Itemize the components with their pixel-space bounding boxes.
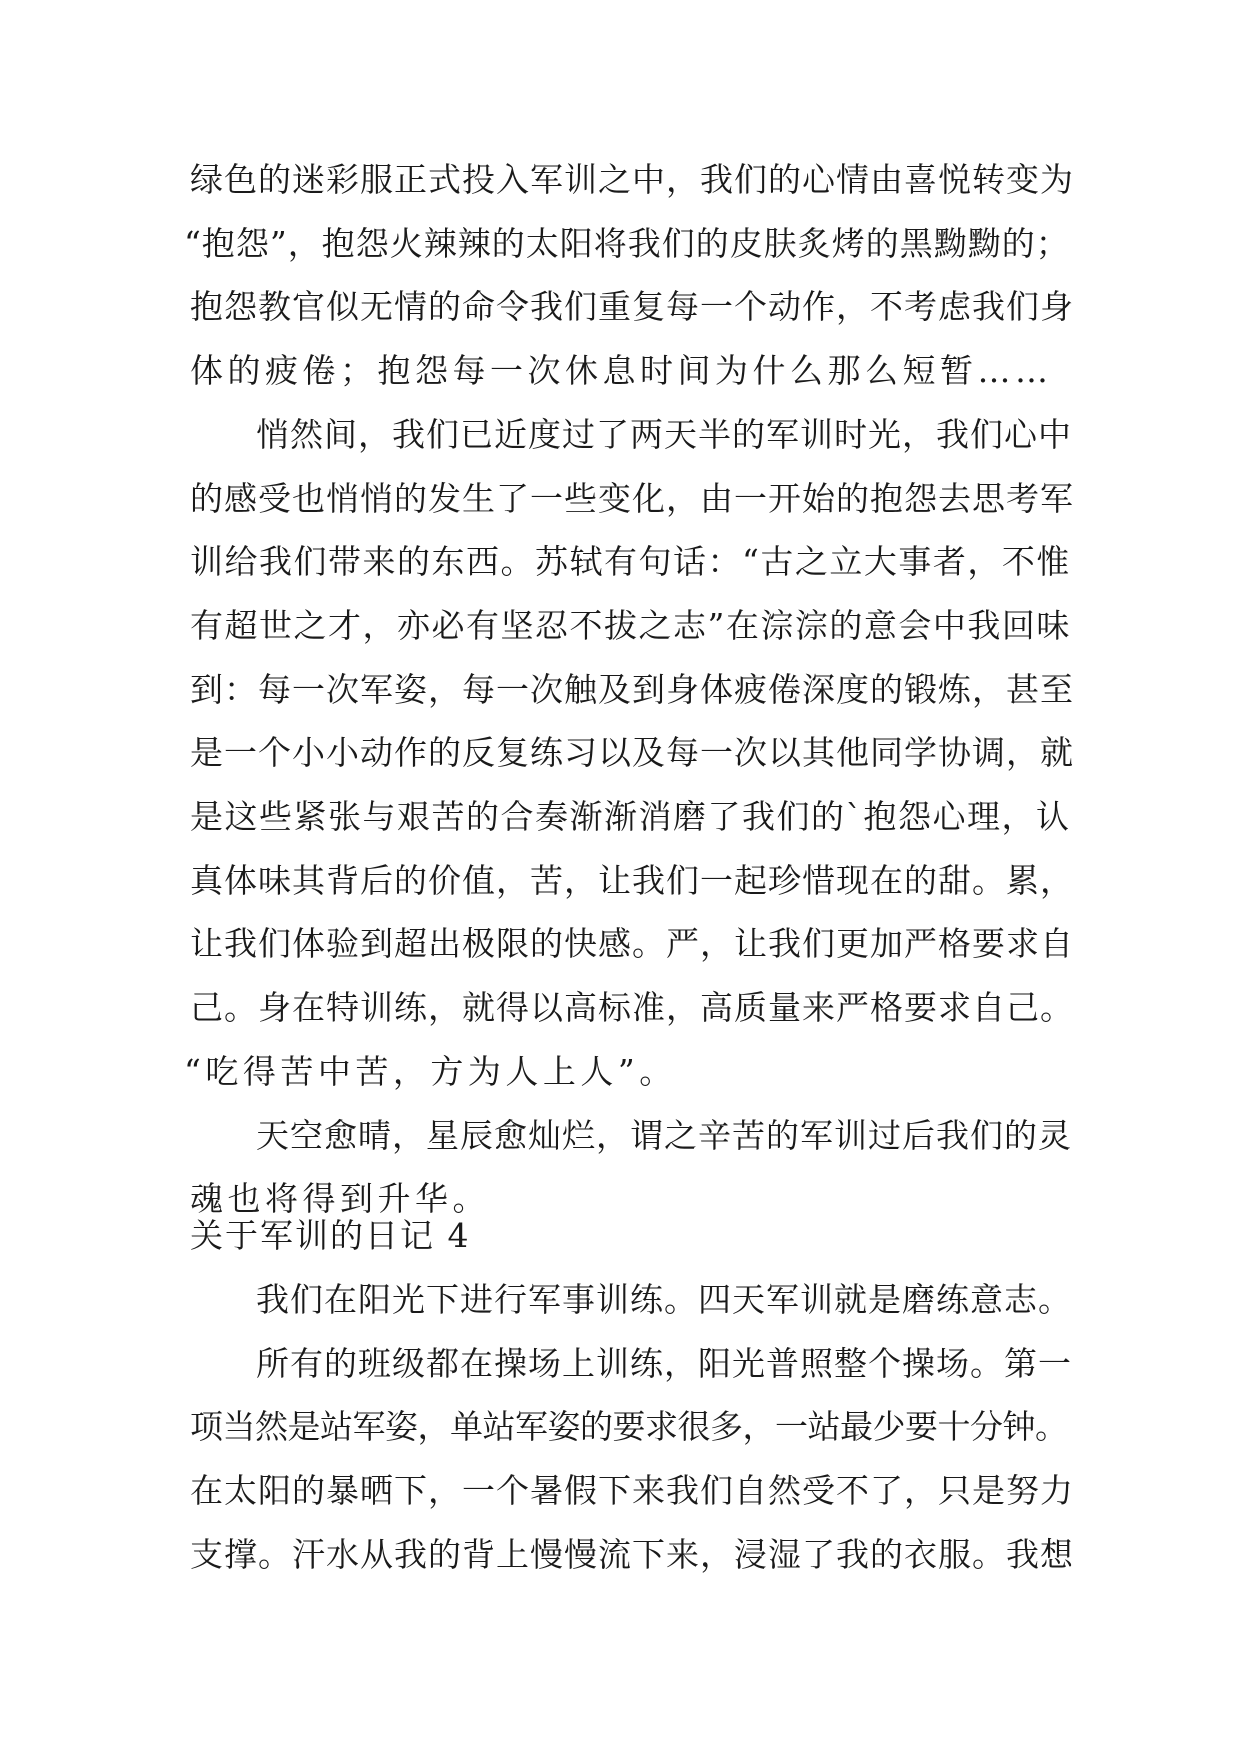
paragraph-first-line: 悄然间，我们已近度过了两天半的军训时光，我们心中 xyxy=(256,415,1072,454)
text-line: 的感受也悄悄的发生了一些变化，由一开始的抱怨去思考军 xyxy=(190,479,1074,518)
text-line: “吃得苦中苦，方为人上人”。 xyxy=(184,1052,677,1091)
text-line: 是这些紧张与艰苦的合奏渐渐消磨了我们的`抱怨心理，认 xyxy=(190,797,1071,836)
paragraph-first-line: 天空愈晴，星辰愈灿烂，谓之辛苦的军训过后我们的灵 xyxy=(256,1116,1072,1155)
paragraph-first-line: 所有的班级都在操场上训练，阳光普照整个操场。第一 xyxy=(256,1344,1072,1383)
text-line: 在太阳的暴晒下，一个暑假下来我们自然受不了，只是努力 xyxy=(190,1471,1074,1510)
paragraph-first-line: 我们在阳光下进行军事训练。四天军训就是磨练意志。 xyxy=(256,1280,1072,1319)
text-line: 抱怨教官似无情的命令我们重复每一个动作，不考虑我们身 xyxy=(190,287,1074,326)
text-line: 己。身在特训练，就得以高标准，高质量来严格要求自己。 xyxy=(190,988,1074,1027)
text-line: 真体味其背后的价值，苦，让我们一起珍惜现在的甜。累， xyxy=(190,861,1074,900)
diary-heading: 关于军训的日记 4 xyxy=(190,1216,471,1255)
text-line: 是一个小小动作的反复练习以及每一次以其他同学协调，就 xyxy=(190,733,1074,772)
text-line: 体的疲倦；抱怨每一次休息时间为什么那么短暂…… xyxy=(190,351,1053,390)
text-line: 到：每一次军姿，每一次触及到身体疲倦深度的锻炼，甚至 xyxy=(190,670,1074,709)
text-line: 让我们体验到超出极限的快感。严，让我们更加严格要求自 xyxy=(190,924,1074,963)
text-line: “抱怨”，抱怨火辣辣的太阳将我们的皮肤炙烤的黑黝黝的； xyxy=(184,224,1070,263)
text-line: 绿色的迷彩服正式投入军训之中，我们的心情由喜悦转变为 xyxy=(190,160,1074,199)
text-line: 有超世之才，亦必有坚忍不拔之志”在淙淙的意会中我回味 xyxy=(190,606,1071,645)
text-line: 支撑。汗水从我的背上慢慢流下来，浸湿了我的衣服。我想 xyxy=(190,1535,1074,1574)
text-line: 训给我们带来的东西。苏轼有句话：“古之立大事者，不惟 xyxy=(190,542,1071,581)
text-line: 项当然是站军姿，单站军姿的要求很多，一站最少要十分钟。 xyxy=(190,1407,1068,1446)
text-line: 魂也将得到升华。 xyxy=(190,1179,490,1218)
